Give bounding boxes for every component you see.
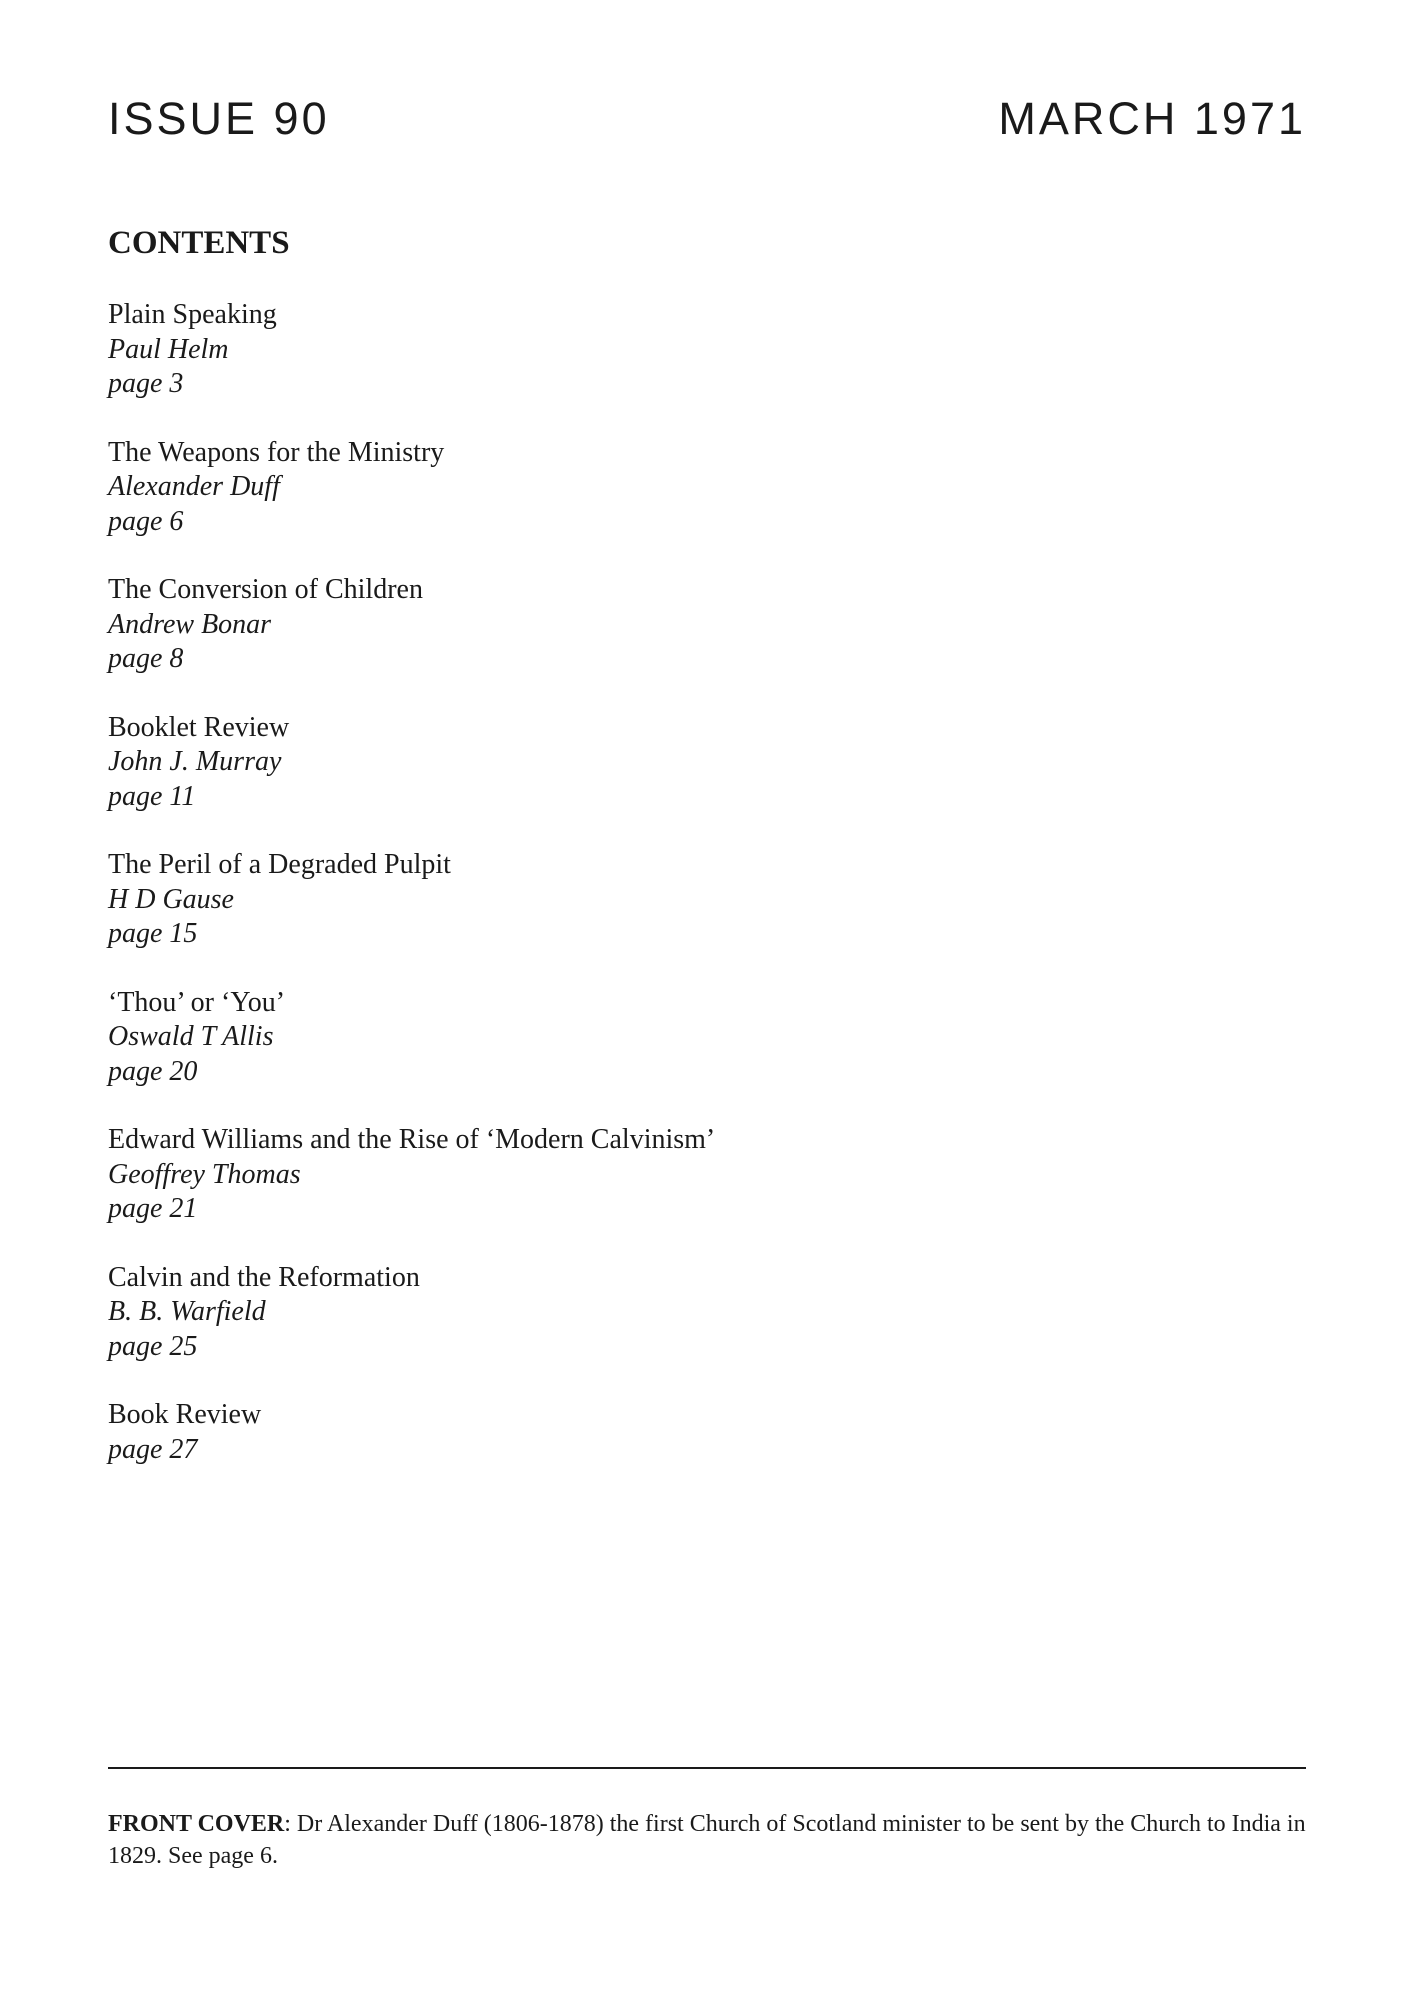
toc-author: Oswald T Allis xyxy=(108,1021,274,1052)
toc-page: page 6 xyxy=(108,505,184,537)
page-header xyxy=(108,93,1306,144)
divider xyxy=(108,1767,1306,1769)
toc-title: The Weapons for the Ministry xyxy=(108,436,445,468)
toc-title: Calvin and the Reformation xyxy=(108,1261,420,1293)
toc-entry xyxy=(108,436,715,574)
toc-title: Book Review xyxy=(108,1399,262,1430)
table-of-contents xyxy=(108,298,715,1536)
toc-page: page 25 xyxy=(108,1330,198,1362)
toc-page: page 15 xyxy=(108,918,198,949)
toc-entry xyxy=(108,573,715,711)
issue-number: ISSUE 90 xyxy=(108,93,330,144)
toc-title: The Conversion of Children xyxy=(108,574,423,605)
toc-page: page 21 xyxy=(108,1193,198,1224)
toc-page: page 11 xyxy=(108,780,196,812)
toc-title: ‘Thou’ or ‘You’ xyxy=(108,986,286,1018)
toc-author: Andrew Bonar xyxy=(108,608,272,640)
toc-author: Geoffrey Thomas xyxy=(108,1158,301,1190)
toc-author: Paul Helm xyxy=(108,333,229,365)
toc-author: H D Gause xyxy=(108,883,234,915)
toc-page: page 20 xyxy=(108,1055,198,1087)
toc-title: Plain Speaking xyxy=(108,299,277,330)
toc-author: Alexander Duff xyxy=(108,471,280,502)
front-cover-note xyxy=(108,1808,1313,1872)
toc-title: The Peril of a Degraded Pulpit xyxy=(108,849,451,880)
toc-page: page 8 xyxy=(108,643,184,674)
toc-entry xyxy=(108,848,715,986)
toc-entry xyxy=(108,298,715,436)
toc-author: B. B. Warfield xyxy=(108,1296,266,1327)
toc-entry xyxy=(108,1398,715,1536)
front-cover-label: FRONT COVER xyxy=(108,1811,285,1837)
contents-heading: CONTENTS xyxy=(108,225,290,261)
toc-title: Booklet Review xyxy=(108,711,290,743)
toc-page: page 3 xyxy=(108,368,184,399)
toc-author: John J. Murray xyxy=(108,746,282,777)
toc-entry xyxy=(108,1261,715,1399)
toc-page: page 27 xyxy=(108,1433,198,1465)
issue-date: MARCH 1971 xyxy=(998,93,1306,144)
front-cover-text: : Dr Alexander Duff (1806-1878) the first Church of Scotland minister to be sent by the Church to India in 1829. See page 6. xyxy=(108,1811,1306,1869)
toc-entry xyxy=(108,1123,715,1261)
toc-title: Edward Williams and the Rise of ‘Modern Calvinism’ xyxy=(108,1124,716,1155)
toc-entry xyxy=(108,711,715,849)
toc-entry xyxy=(108,986,715,1124)
